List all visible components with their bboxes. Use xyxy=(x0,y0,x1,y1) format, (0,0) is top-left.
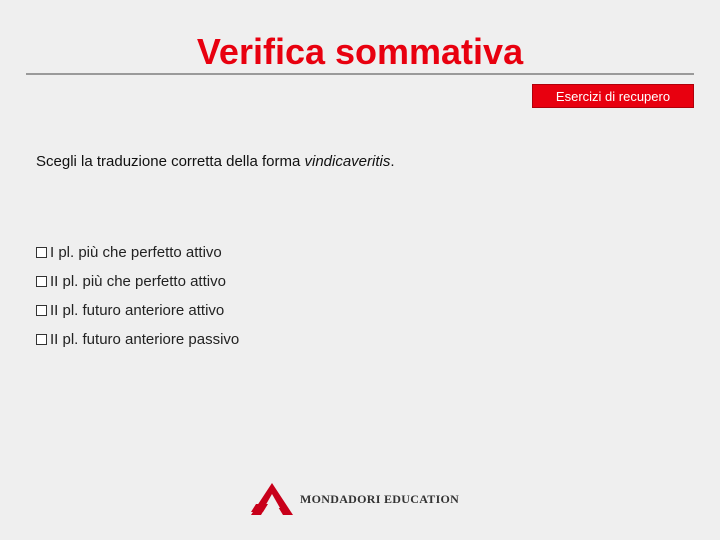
question-term: vindicaveritis xyxy=(304,153,391,170)
logo-wordmark: MONDADORI EDUCATION xyxy=(300,491,460,506)
checkbox-icon[interactable] xyxy=(36,334,47,345)
mondadori-a-logo-icon xyxy=(250,482,294,516)
answer-option-2[interactable] xyxy=(36,267,239,296)
checkbox-icon[interactable] xyxy=(36,247,47,258)
answer-option-1[interactable] xyxy=(36,238,239,267)
answer-options xyxy=(36,238,239,354)
answer-option-3[interactable] xyxy=(36,296,239,325)
title-divider xyxy=(26,73,694,75)
question-prefix: Scegli la traduzione corretta della forma xyxy=(36,153,305,170)
publisher-logo xyxy=(250,482,459,516)
slide-title: Verifica sommativa xyxy=(196,31,524,72)
checkbox-icon[interactable] xyxy=(36,305,47,316)
answer-option-label: II pl. più che perfetto attivo xyxy=(50,273,226,290)
question-suffix: . xyxy=(390,153,395,170)
answer-option-4[interactable] xyxy=(36,325,239,354)
recovery-exercises-badge[interactable]: Esercizi di recupero xyxy=(532,84,694,108)
answer-option-label: II pl. futuro anteriore attivo xyxy=(50,302,225,319)
checkbox-icon[interactable] xyxy=(36,276,47,287)
answer-option-label: I pl. più che perfetto attivo xyxy=(50,244,222,261)
answer-option-label: II pl. futuro anteriore passivo xyxy=(50,331,240,348)
question-text xyxy=(36,153,395,170)
